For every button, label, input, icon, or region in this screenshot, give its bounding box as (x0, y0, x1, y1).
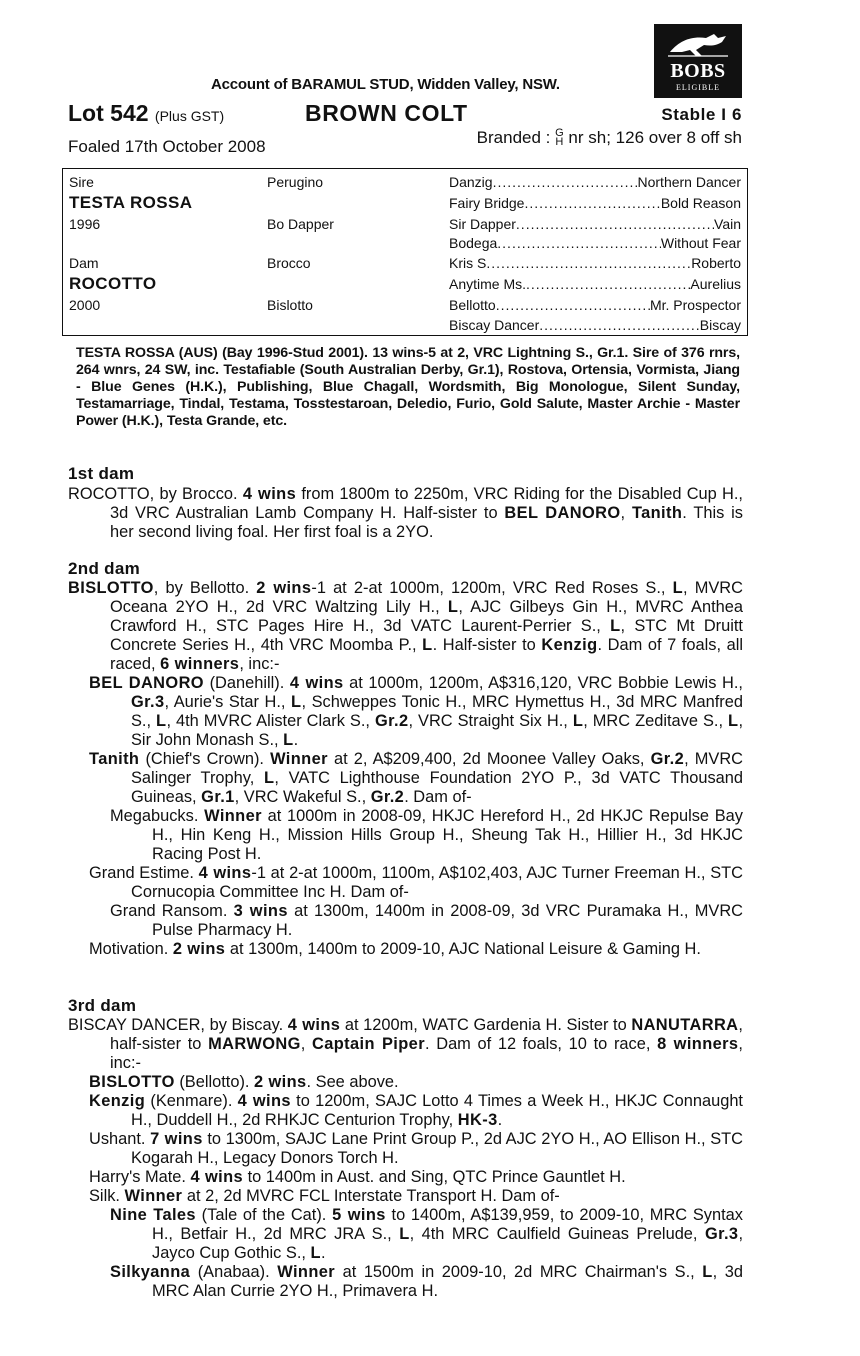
entry-text: Grand Ransom. (110, 902, 234, 920)
entry-bold: 2 wins (172, 940, 226, 958)
entry-text: , (620, 504, 632, 522)
entry-bold: Kenzig (89, 1092, 146, 1110)
progeny-entry (110, 1206, 743, 1263)
account-line: Account of BARAMUL STUD, Widden Valley, NSW. (211, 76, 560, 93)
entry-text: (Chief's Crown). (139, 750, 271, 768)
dam-name: ROCOTTO (69, 274, 157, 293)
dam-sire: Brocco (267, 255, 311, 271)
ancestor-sire: Northern Dancer (637, 174, 741, 190)
foaled-date: Foaled 17th October 2008 (68, 137, 266, 156)
entry-bold: 8 winners (657, 1035, 739, 1053)
entry-bold: BEL DANORO (89, 674, 204, 692)
entry-text: . Half-sister to (432, 636, 542, 654)
entry-text: . See above. (306, 1073, 399, 1091)
entry-bold: Gr.2 (650, 750, 685, 768)
sire-year: 1996 (69, 216, 101, 232)
ancestor-row (449, 255, 741, 271)
entry-bold: Winner (124, 1187, 183, 1205)
entry-text: , VRC Wakeful S., (234, 788, 371, 806)
ancestor-row (449, 216, 741, 232)
progeny-entry (110, 1263, 743, 1301)
sire-sire: Perugino (267, 174, 324, 190)
progeny-entry (89, 1073, 743, 1092)
sire-label: Sire (69, 174, 94, 190)
entry-bold: Tanith (89, 750, 140, 768)
ancestor-sire: Without Fear (660, 235, 741, 251)
entry-text: at 2, 2d MVRC FCL Interstate Transport H. Dam of- (182, 1187, 560, 1205)
dam-year: 2000 (69, 297, 101, 313)
entry-text: at 1300m, 1400m to 2009-10, AJC National Leisure & Gaming H. (225, 940, 701, 958)
entry-bold: L (156, 712, 167, 730)
entry-text: from 1800m to 2250m, VRC Riding for the Disabled Cup H., 3d VRC Australian Lamb Company H. Half-sister to (110, 485, 743, 522)
lot-note: (Plus GST) (154, 108, 225, 124)
entry-bold: L (447, 598, 459, 616)
entry-text: Silk. (89, 1187, 125, 1205)
dam-dam: Bislotto (267, 297, 313, 313)
bobs-logo (654, 24, 742, 98)
entry-text: , (300, 1035, 312, 1053)
entry-text: -1 at 2-at 1000m, 1100m, A$102,403, AJC Turner Freeman H., STC Cornucopia Committee Inc H. Dam of- (131, 864, 743, 901)
leader-dots (539, 317, 700, 333)
entry-bold: Tanith (631, 504, 683, 522)
entry-text: (Tale of the Cat). (195, 1206, 333, 1224)
entry-text: Megabucks. (110, 807, 205, 825)
ancestor-name: Sir Dapper (449, 216, 516, 232)
entry-bold: Winner (270, 750, 328, 768)
branded-suffix: nr sh; 126 over 8 off sh (568, 128, 742, 147)
entry-bold: Captain Piper (311, 1035, 425, 1053)
entry-text: to 1400m, A$139,959, to 2009-10, MRC Syntax H., Betfair H., 2d MRC JRA S., (152, 1206, 743, 1243)
lot-title: BROWN COLT (305, 100, 468, 126)
entry-bold: L (672, 579, 684, 597)
entry-text: , AJC Gilbeys Gin H., MVRC Anthea Crawford H., STC Pages Hire H., 3d VATC Laurent-Perrier S., (110, 598, 743, 635)
entry-text: , Schweppes Tonic H., MRC Hymettus H., 3d MRC Manfred S., (131, 693, 743, 730)
entry-text: . (293, 731, 299, 749)
progeny-entry (89, 864, 743, 902)
entry-bold: 5 wins (332, 1206, 386, 1224)
ancestor-sire: Aurelius (690, 276, 741, 292)
ancestor-row (449, 297, 741, 313)
entry-text: Grand Estime. (89, 864, 199, 882)
entry-text: (Kenmare). (145, 1092, 238, 1110)
entry-text: . (497, 1111, 503, 1129)
entry-bold: NANUTARRA (631, 1016, 739, 1034)
pedigree-table (62, 168, 748, 336)
ancestor-name: Biscay Dancer (449, 317, 540, 333)
leader-dots (526, 276, 690, 292)
second-dam-section (68, 579, 743, 959)
entry-bold: Gr.3 (131, 693, 165, 711)
dam-entry (68, 1016, 743, 1073)
progeny-entry (89, 1130, 743, 1168)
lot-number (68, 100, 224, 127)
entry-text: at 2, A$209,400, 2d Moonee Valley Oaks, (327, 750, 651, 768)
entry-text: at 1500m in 2009-10, 2d MRC Chairman's S., (335, 1263, 703, 1281)
entry-bold: L (264, 769, 275, 787)
entry-bold: L (310, 1244, 321, 1262)
first-dam-heading: 1st dam (68, 464, 135, 483)
entry-text: , VATC Lighthouse Foundation 2YO P., 3d VATC Thousand Guineas, (131, 769, 743, 806)
dam-entry (68, 485, 743, 542)
entry-bold: HK-3 (457, 1111, 498, 1129)
progeny-entry (89, 674, 743, 750)
entry-bold: 4 wins (198, 864, 252, 882)
ancestor-sire: Roberto (691, 255, 741, 271)
entry-text: Harry's Mate. (89, 1168, 191, 1186)
entry-text: -1 at 2-at 1000m, 1200m, VRC Red Roses S., (311, 579, 673, 597)
entry-bold: Gr.2 (370, 788, 405, 806)
entry-bold: 4 wins (287, 1016, 341, 1034)
brand-bottom: H (555, 136, 564, 148)
leader-dots (497, 235, 661, 251)
entry-text: to 1200m, SAJC Lotto 4 Times a Week H., HKJC Connaught H., Duddell H., 2d RHKJC Centurion Trophy, (131, 1092, 743, 1129)
ancestor-row (449, 174, 741, 190)
entry-text: , 4th MRC Caulfield Guineas Prelude, (409, 1225, 705, 1243)
ancestor-row (449, 317, 741, 333)
dam-label: Dam (69, 255, 99, 271)
progeny-entry (89, 1168, 743, 1187)
entry-bold: L (728, 712, 739, 730)
entry-bold: 4 wins (237, 1092, 291, 1110)
logo-subtext: ELIGIBLE (676, 83, 720, 92)
second-dam-heading: 2nd dam (68, 559, 141, 578)
ancestor-row (449, 235, 741, 251)
entry-bold: Gr.1 (201, 788, 235, 806)
brand-top: G (555, 127, 564, 139)
brand-mark (555, 129, 564, 147)
entry-text: , 4th MVRC Alister Clark S., (166, 712, 375, 730)
first-dam-section (68, 485, 743, 542)
entry-text: , VRC Straight Six H., (408, 712, 573, 730)
progeny-entry (110, 902, 743, 940)
entry-text: , MRC Zeditave S., (583, 712, 729, 730)
leader-dots (486, 255, 691, 271)
entry-bold: L (399, 1225, 410, 1243)
entry-bold: L (422, 636, 433, 654)
logo-text: BOBS (670, 60, 726, 82)
ancestor-name: Bodega (449, 235, 498, 251)
stable-label: Stable I 6 (661, 105, 742, 124)
horse-icon (666, 30, 730, 60)
entry-bold: Gr.3 (704, 1225, 739, 1243)
entry-text: BISCAY DANCER, by Biscay. (68, 1016, 288, 1034)
entry-text: Motivation. (89, 940, 173, 958)
leader-dots (516, 216, 714, 232)
entry-text: (Bellotto). (174, 1073, 255, 1091)
entry-text: , inc:- (239, 655, 280, 673)
entry-bold: L (291, 693, 302, 711)
third-dam-section (68, 1016, 743, 1301)
entry-bold: BISLOTTO (89, 1073, 175, 1091)
lot-label: Lot 542 (68, 100, 149, 126)
entry-text: . Dam of 12 foals, 10 to race, (424, 1035, 658, 1053)
ancestor-row (449, 195, 741, 211)
entry-text: Ushant. (89, 1130, 151, 1148)
entry-text: , STC Mt Druitt Concrete Series H., 4th VRC Moomba P., (110, 617, 743, 654)
entry-text: to 1400m in Aust. and Sing, QTC Prince Gauntlet H. (243, 1168, 626, 1186)
sire-summary: TESTA ROSSA (AUS) (Bay 1996-Stud 2001). 13 wins-5 at 2, VRC Lightning S., Gr.1. Sire of 376 rnrs, 264 wnrs, 24 SW, inc. Testafiable (South Australian Derby, Gr.1), Rostova, Ortensia, Vormista, Jiang - Blue Genes (H.K.), Publishing, Blue Chagall, Wordsmith, Big Monologue, Silent Sunday, Testamarriage, Tindal, Testama, Tosstestaroan, Deledio, Furio, Gold Salute, Master Archie - Master Power (H.K.), Testa Grande, etc. (76, 345, 740, 429)
sire-dam: Bo Dapper (267, 216, 334, 232)
entry-bold: L (610, 617, 621, 635)
entry-text: , inc:- (110, 1035, 743, 1072)
entry-text: . Dam of- (404, 788, 472, 806)
entry-text: , MVRC Oceana 2YO H., 2d VRC Waltzing Lily H., (110, 579, 743, 616)
entry-bold: 4 wins (190, 1168, 244, 1186)
dam-entry (68, 579, 743, 674)
leader-dots (524, 195, 660, 211)
progeny-entry (110, 807, 743, 864)
ancestor-name: Fairy Bridge (449, 195, 525, 211)
leader-dots (496, 297, 650, 313)
entry-bold: 3 wins (233, 902, 288, 920)
ancestor-name: Danzig (449, 174, 493, 190)
entry-bold: 4 wins (289, 674, 344, 692)
entry-text: at 1300m, 1400m in 2008-09, 3d VRC Puramaka H., MVRC Pulse Pharmacy H. (152, 902, 743, 939)
entry-bold: 7 wins (150, 1130, 203, 1148)
entry-bold: BEL DANORO (504, 504, 621, 522)
entry-text: , by Bellotto. (153, 579, 257, 597)
ancestor-name: Bellotto (449, 297, 496, 313)
entry-bold: Gr.2 (374, 712, 409, 730)
entry-text: . Dam of 7 foals, all raced, (110, 636, 744, 673)
ancestor-name: Kris S (449, 255, 487, 271)
entry-text: . (320, 1244, 326, 1262)
entry-text: at 1000m in 2008-09, HKJC Hereford H., 2d HKJC Repulse Bay H., Hin Keng H., Mission Hills Group H., Sheung Tak H., Hillier H., 3d HKJC Racing Post H. (152, 807, 743, 863)
entry-text: , Jayco Cup Gothic S., (152, 1225, 744, 1262)
ancestor-sire: Mr. Prospector (649, 297, 741, 313)
entry-bold: 4 wins (242, 485, 297, 503)
progeny-entry (89, 1187, 743, 1206)
entry-text: (Anabaa). (190, 1263, 278, 1281)
entry-text: . This is her second living foal. Her first foal is a 2YO. (110, 504, 744, 541)
ancestor-sire: Bold Reason (660, 195, 741, 211)
entry-bold: MARWONG (208, 1035, 301, 1053)
entry-text: , Aurie's Star H., (164, 693, 292, 711)
progeny-entry (89, 750, 743, 807)
entry-text: at 1000m, 1200m, A$316,120, VRC Bobbie Lewis H., (343, 674, 743, 692)
entry-bold: 2 wins (254, 1073, 307, 1091)
entry-text: , MVRC Salinger Trophy, (131, 750, 743, 787)
ancestor-sire: Biscay (699, 317, 741, 333)
third-dam-heading: 3rd dam (68, 996, 137, 1015)
entry-bold: Winner (204, 807, 262, 825)
entry-text: , Sir John Monash S., (131, 712, 743, 749)
entry-bold: 2 wins (256, 579, 312, 597)
entry-text: , half-sister to (110, 1016, 743, 1053)
progeny-entry (89, 940, 743, 959)
ancestor-name: Anytime Ms. (449, 276, 527, 292)
ancestor-row (449, 276, 741, 292)
ancestor-sire: Vain (714, 216, 741, 232)
sire-name: TESTA ROSSA (69, 193, 193, 212)
entry-bold: Kenzig (541, 636, 598, 654)
entry-bold: Silkyanna (110, 1263, 191, 1281)
entry-bold: L (283, 731, 294, 749)
branded-line (477, 128, 742, 148)
entry-text: to 1300m, SAJC Lane Print Group P., 2d AJC 2YO H., AO Ellison H., STC Kogarah H., Legacy Donors Torch H. (131, 1130, 743, 1167)
branded-prefix: Branded : (476, 128, 551, 147)
entry-text: (Danehill). (203, 674, 290, 692)
entry-text: at 1200m, WATC Gardenia H. Sister to (340, 1016, 632, 1034)
entry-bold: Nine Tales (110, 1206, 196, 1224)
progeny-entry (89, 1092, 743, 1130)
entry-text: ROCOTTO, by Brocco. (68, 485, 243, 503)
entry-bold: 6 winners (160, 655, 240, 673)
entry-bold: Winner (277, 1263, 336, 1281)
entry-bold: L (702, 1263, 713, 1281)
leader-dots (493, 174, 638, 190)
entry-bold: BISLOTTO (68, 579, 154, 597)
entry-bold: L (572, 712, 584, 730)
entry-text: , 3d MRC Alan Currie 2YO H., Primavera H. (152, 1263, 743, 1300)
